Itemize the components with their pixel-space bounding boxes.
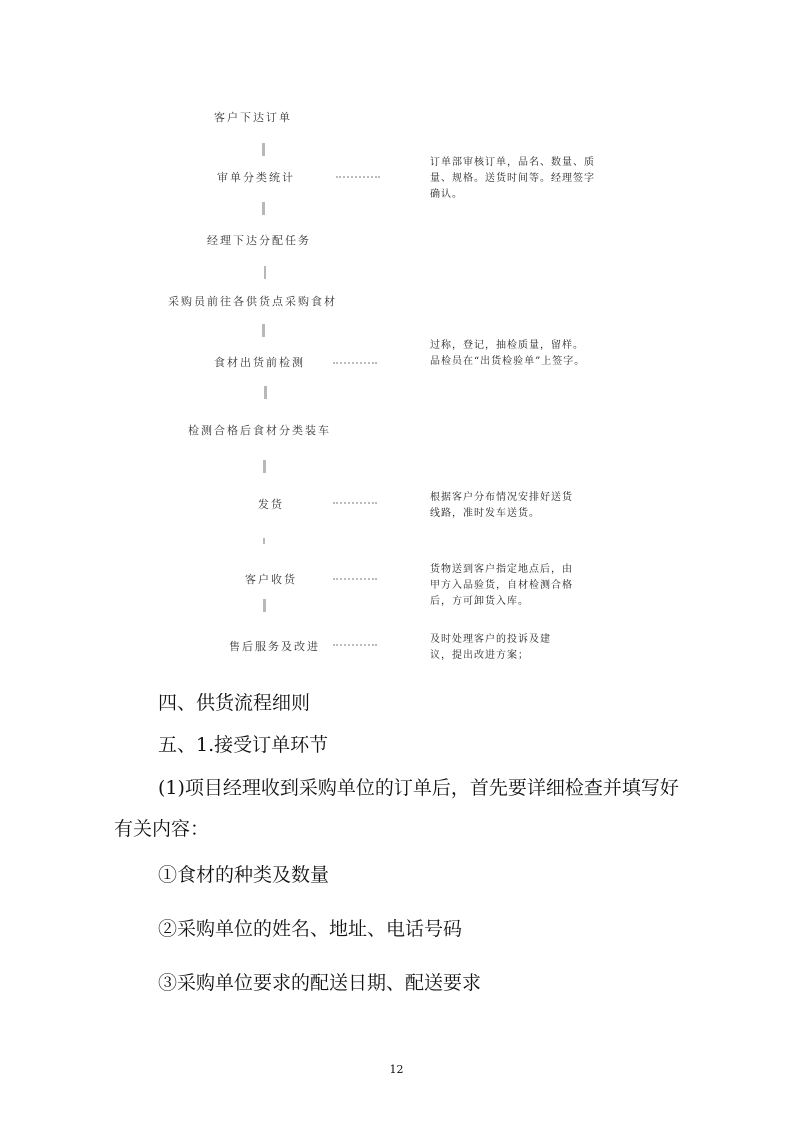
flow-connector bbox=[262, 202, 265, 215]
flow-step-receive: 客户收货 bbox=[245, 573, 297, 586]
flow-note-review: 订单部审核订单，品名、数量、质量、规格。送货时间等。经理签字确认。 bbox=[430, 157, 595, 200]
page-number: 12 bbox=[389, 1063, 404, 1076]
flow-note-inspect: 过称，登记，抽检质量，留样。品检员在“出货检验单”上签字。 bbox=[430, 340, 586, 367]
section-heading-4: 四、供货流程细则 bbox=[158, 692, 311, 714]
flow-dash-connector bbox=[336, 176, 380, 178]
flow-dash-connector bbox=[333, 502, 377, 504]
flow-step-load: 检测合格后食材分类装车 bbox=[188, 424, 331, 437]
flow-connector bbox=[262, 143, 265, 156]
flow-connector bbox=[262, 324, 265, 337]
paragraph-line-1: (1)项目经理收到采购单位的订单后，首先要详细检查并填写好 bbox=[158, 777, 679, 799]
flow-step-assign: 经理下达分配任务 bbox=[207, 234, 311, 247]
flow-step-inspect: 食材出货前检测 bbox=[214, 356, 305, 369]
flow-step-purchase: 采购员前往各供货点采购食材 bbox=[168, 295, 337, 308]
flow-step-aftersales: 售后服务及改进 bbox=[229, 640, 320, 653]
flow-connector bbox=[263, 460, 266, 473]
flow-note-receive: 货物送到客户指定地点后，由甲方入品验货，自材检测合格后，方可卸货入库。 bbox=[430, 564, 573, 607]
flow-dash-connector bbox=[333, 578, 377, 580]
flow-step-ship: 发货 bbox=[258, 498, 284, 511]
list-item-2: ②采购单位的姓名、地址、电话号码 bbox=[158, 918, 463, 940]
flow-connector bbox=[263, 599, 266, 612]
list-item-1: ①食材的种类及数量 bbox=[158, 864, 330, 886]
paragraph-line-2: 有关内容： bbox=[114, 818, 210, 840]
list-item-3: ③采购单位要求的配送日期、配送要求 bbox=[158, 972, 482, 994]
section-heading-5: 五、1.接受订单环节 bbox=[158, 734, 329, 756]
flow-note-aftersales: 及时处理客户的投诉及建议，提出改进方案； bbox=[430, 634, 551, 661]
flow-note-ship: 根据客户分布情况安排好送货线路，准时发车送货。 bbox=[430, 492, 573, 519]
flow-connector bbox=[264, 386, 267, 399]
flow-step-order: 客户下达订单 bbox=[214, 111, 292, 124]
flow-step-review: 审单分类统计 bbox=[217, 171, 295, 184]
flow-dash-connector bbox=[333, 362, 377, 364]
flow-dash-connector bbox=[333, 644, 377, 646]
flow-connector bbox=[263, 538, 265, 544]
flow-connector bbox=[264, 266, 266, 279]
